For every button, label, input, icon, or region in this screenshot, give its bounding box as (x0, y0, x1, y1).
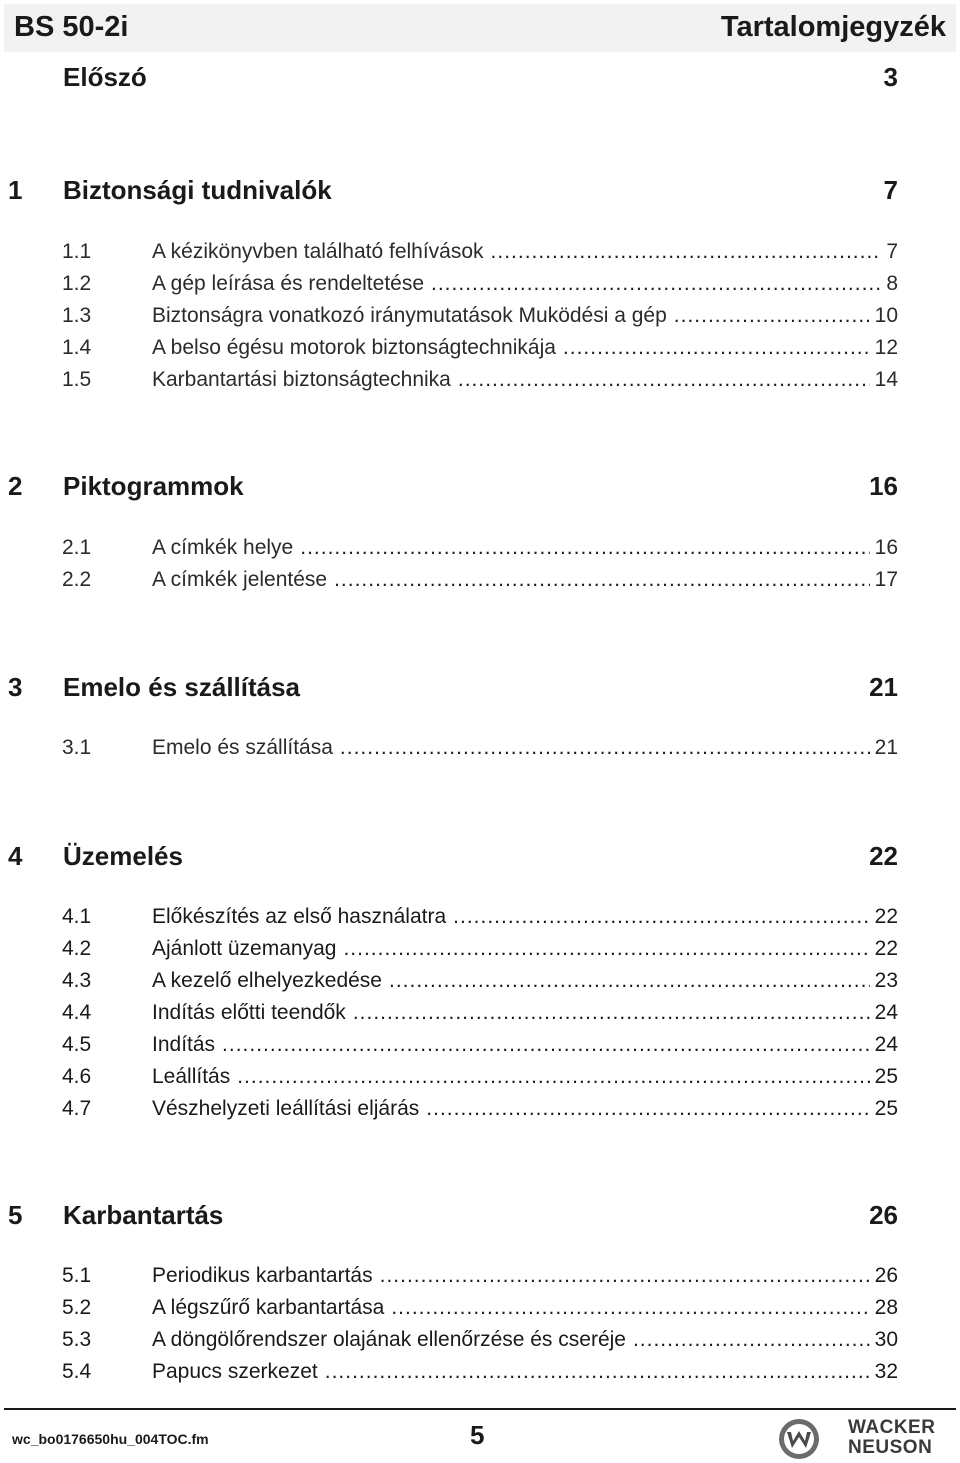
entry-page: 16 (874, 536, 898, 559)
entry-number: 1.4 (62, 336, 92, 359)
dot-leader (380, 1260, 870, 1292)
toc-section-5[interactable] (8, 1198, 898, 1232)
foreword-name: Előszó (63, 62, 147, 92)
entry-page: 17 (874, 568, 898, 591)
dot-leader (325, 1356, 870, 1388)
entry-number: 1.1 (62, 240, 92, 263)
wacker-neuson-w-icon (778, 1418, 820, 1460)
dot-leader (389, 965, 870, 997)
entry-page: 26 (874, 1264, 898, 1287)
entry-number: 4.1 (62, 905, 92, 928)
entry-title: Periodikus karbantartás (152, 1264, 373, 1287)
toc-entry-4-4[interactable] (62, 997, 898, 1029)
dot-leader (353, 997, 870, 1029)
toc-list-section-4 (62, 901, 898, 1125)
entry-page: 7 (886, 240, 898, 263)
entry-number: 5.4 (62, 1360, 92, 1383)
toc-entry-4-7[interactable] (62, 1093, 898, 1125)
toc-entry-4-5[interactable] (62, 1029, 898, 1061)
section-number: 3 (8, 672, 23, 702)
entry-title: Ajánlott üzemanyag (152, 937, 337, 960)
toc-entry-4-1[interactable] (62, 901, 898, 933)
entry-number: 3.1 (62, 736, 92, 759)
dot-leader (426, 1093, 869, 1125)
toc-list-section-3 (62, 732, 898, 764)
entry-page: 12 (874, 336, 898, 359)
foreword-page: 3 (883, 62, 898, 92)
dot-leader (453, 901, 869, 933)
entry-number: 4.7 (62, 1097, 92, 1120)
entry-number: 4.2 (62, 937, 92, 960)
dot-leader (633, 1324, 870, 1356)
section-name: Üzemelés (63, 841, 183, 871)
entry-page: 24 (874, 1033, 898, 1056)
section-name: Piktogrammok (63, 471, 244, 501)
entry-number: 4.5 (62, 1033, 92, 1056)
entry-page: 28 (874, 1296, 898, 1319)
entry-page: 10 (874, 304, 898, 327)
entry-title: Emelo és szállítása (152, 736, 333, 759)
toc-entry-5-1[interactable] (62, 1260, 898, 1292)
section-name: Karbantartás (63, 1200, 224, 1230)
toc-section-2[interactable] (8, 469, 898, 503)
entry-title: A címkék helye (152, 536, 294, 559)
toc-entry-2-1[interactable] (62, 532, 898, 564)
toc-section-1[interactable] (8, 173, 898, 207)
entry-page: 8 (886, 272, 898, 295)
entry-number: 1.3 (62, 304, 92, 327)
dot-leader (391, 1292, 869, 1324)
entry-number: 5.3 (62, 1328, 92, 1351)
footer-divider (4, 1408, 956, 1410)
entry-number: 1.2 (62, 272, 92, 295)
toc-list-section-2 (62, 532, 898, 596)
section-page: 7 (883, 175, 898, 205)
wacker-neuson-logo (778, 1418, 956, 1460)
entry-title: Karbantartási biztonságtechnika (152, 368, 451, 391)
dot-leader (343, 933, 869, 965)
toc-entry-4-3[interactable] (62, 965, 898, 997)
toc-entry-1-3[interactable] (62, 300, 898, 332)
toc-section-4[interactable] (8, 839, 898, 873)
toc-list-section-1 (62, 236, 898, 396)
dot-leader (237, 1061, 869, 1093)
toc-list-section-5 (62, 1260, 898, 1388)
entry-number: 5.2 (62, 1296, 92, 1319)
entry-page: 14 (874, 368, 898, 391)
toc-entry-3-1[interactable] (62, 732, 898, 764)
footer-filename: wc_bo0176650hu_004TOC.fm (12, 1431, 209, 1447)
entry-number: 2.1 (62, 536, 92, 559)
toc-entry-1-1[interactable] (62, 236, 898, 268)
toc-entry-2-2[interactable] (62, 564, 898, 596)
toc-entry-1-2[interactable] (62, 268, 898, 300)
section-number: 4 (8, 841, 23, 871)
entry-number: 4.6 (62, 1065, 92, 1088)
dot-leader (300, 532, 869, 564)
entry-title: A kezelő elhelyezkedése (152, 969, 382, 992)
entry-page: 32 (874, 1360, 898, 1383)
entry-page: 25 (874, 1097, 898, 1120)
entry-number: 1.5 (62, 368, 92, 391)
entry-title: Vészhelyzeti leállítási eljárás (152, 1097, 420, 1120)
entry-page: 22 (874, 905, 898, 928)
toc-entry-1-4[interactable] (62, 332, 898, 364)
entry-number: 4.3 (62, 969, 92, 992)
logo-line-1: WACKER (848, 1417, 936, 1438)
toc-entry-4-6[interactable] (62, 1061, 898, 1093)
section-number: 2 (8, 471, 23, 501)
dot-leader (458, 364, 870, 396)
entry-title: Biztonságra vonatkozó iránymutatások Muködési a gép (152, 304, 667, 327)
logo-line-2: NEUSON (848, 1437, 933, 1458)
dot-leader (334, 564, 870, 596)
section-page: 22 (869, 841, 898, 871)
entry-title: A légszűrő karbantartása (152, 1296, 385, 1319)
toc-entry-4-2[interactable] (62, 933, 898, 965)
toc-entry-5-2[interactable] (62, 1292, 898, 1324)
entry-title: A belso égésu motorok biztonságtechnikája (152, 336, 556, 359)
page-header (4, 4, 956, 52)
section-number: 1 (8, 175, 23, 205)
entry-page: 21 (874, 736, 898, 759)
toc-foreword[interactable] (8, 60, 898, 94)
entry-number: 5.1 (62, 1264, 92, 1287)
dot-leader (563, 332, 870, 364)
entry-number: 2.2 (62, 568, 92, 591)
dot-leader (431, 268, 881, 300)
logo-wordmark (848, 1418, 935, 1458)
entry-title: Indítás előtti teendők (152, 1001, 346, 1024)
entry-title: A gép leírása és rendeltetése (152, 272, 425, 295)
toc-entry-1-5[interactable] (62, 364, 898, 396)
toc-entry-5-3[interactable] (62, 1324, 898, 1356)
entry-page: 25 (874, 1065, 898, 1088)
entry-page: 23 (874, 969, 898, 992)
section-number: 5 (8, 1200, 23, 1230)
entry-title: Előkészítés az első használatra (152, 905, 447, 928)
entry-title: A döngölőrendszer olajának ellenőrzése és cseréje (152, 1328, 626, 1351)
entry-page: 30 (874, 1328, 898, 1351)
entry-page: 22 (874, 937, 898, 960)
entry-title: Papucs szerkezet (152, 1360, 318, 1383)
dot-leader (222, 1029, 870, 1061)
toc-entry-5-4[interactable] (62, 1356, 898, 1388)
section-page: 21 (869, 672, 898, 702)
entry-title: A kézikönyvben található felhívások (152, 240, 484, 263)
section-page: 26 (869, 1200, 898, 1230)
entry-title: Leállítás (152, 1065, 231, 1088)
model-name: BS 50-2i (14, 11, 129, 43)
page-title: Tartalomjegyzék (720, 11, 946, 43)
dot-leader (340, 732, 870, 764)
toc-section-3[interactable] (8, 670, 898, 704)
footer-page-number: 5 (470, 1420, 485, 1450)
entry-number: 4.4 (62, 1001, 92, 1024)
section-name: Biztonsági tudnivalók (63, 175, 332, 205)
section-page: 16 (869, 471, 898, 501)
entry-title: Indítás (152, 1033, 216, 1056)
dot-leader (674, 300, 870, 332)
entry-page: 24 (874, 1001, 898, 1024)
section-name: Emelo és szállítása (63, 672, 301, 702)
entry-title: A címkék jelentése (152, 568, 328, 591)
dot-leader (491, 236, 882, 268)
